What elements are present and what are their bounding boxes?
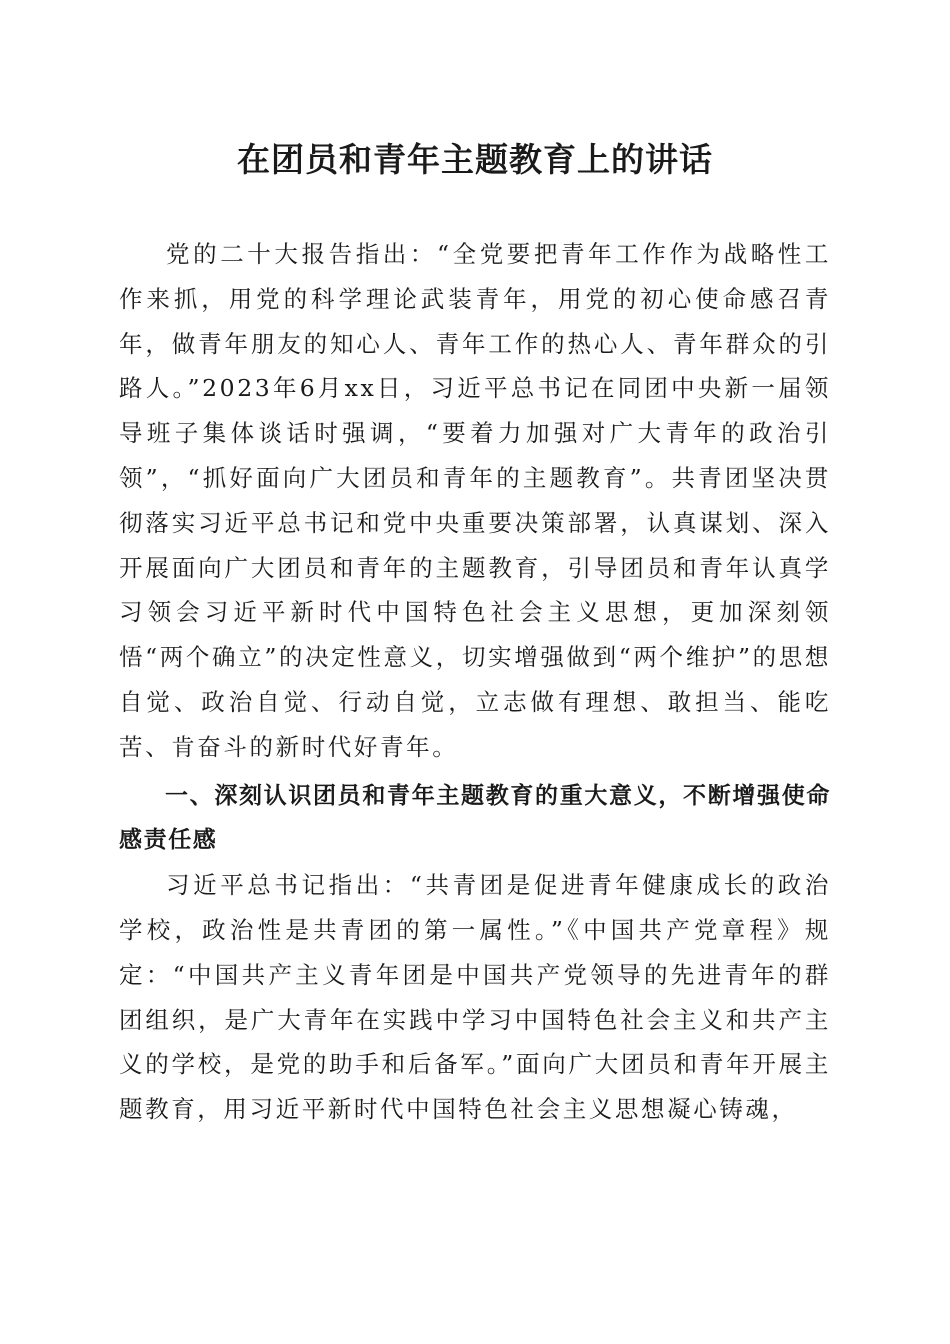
section-1-paragraph: 习近平总书记指出：“共青团是促进青年健康成长的政治学校，政治性是共青团的第一属性。”《中国共产党章程》规定：“中国共产主义青年团是中国共产党领导的先进青年的群团组织，是广大青年在实践中学习中国特色社会主义和共产主义的学校，是党的助手和后备军。”面向广大团员和青年开展主题教育，用习近平新时代中国特色社会主义思想凝心铸魂，	[119, 871, 831, 1124]
intro-paragraph: 党的二十大报告指出：“全党要把青年工作作为战略性工作来抓，用党的科学理论武装青年，用党的初心使命感召青年，做青年朋友的知心人、青年工作的热心人、青年群众的引路人。”2023年6月xx日，习近平总书记在同团中央新一届领导班子集体谈话时强调，“要着力加强对广大青年的政治引领”，“抓好面向广大团员和青年的主题教育”。共青团坚决贯彻落实习近平总书记和党中央重要决策部署，认真谋划、深入开展面向广大团员和青年的主题教育，引导团员和青年认真学习领会习近平新时代中国特色社会主义思想，更加深刻领悟“两个确立”的决定性意义，切实增强做到“两个维护”的思想自觉、政治自觉、行动自觉，立志做有理想、敢担当、能吃苦、肯奋斗的新时代好青年。	[119, 240, 831, 761]
document-body	[119, 232, 831, 1132]
section-heading-1: 一、深刻认识团员和青年主题教育的重大意义，不断增强使命感责任感	[119, 782, 831, 854]
document-title: 在团员和青年主题教育上的讲话	[237, 140, 713, 179]
